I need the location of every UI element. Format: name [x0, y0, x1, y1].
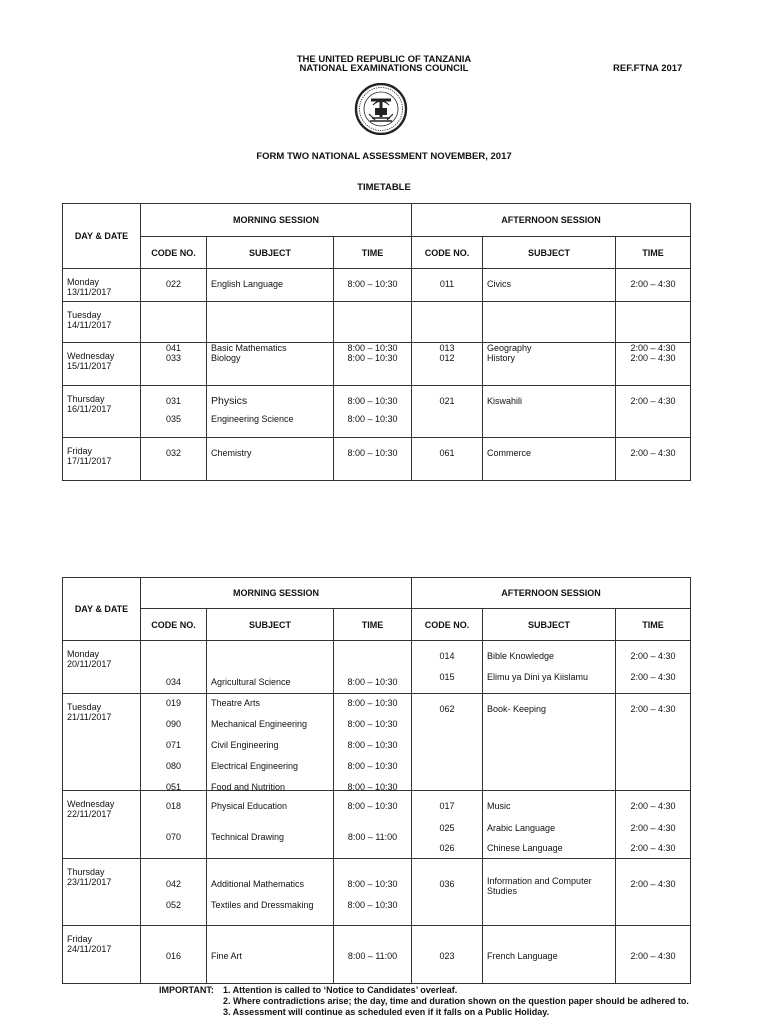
morning-code-cell	[141, 859, 207, 926]
exam-subject: Mechanical Engineering	[211, 719, 308, 729]
exam-code: 017	[439, 801, 455, 811]
exam-subject: Kiswahili	[487, 396, 523, 406]
morning-session-header: MORNING SESSION	[141, 204, 412, 237]
exam-subject: Elimu ya Dini ya Kiislamu	[487, 672, 589, 682]
exam-code: 041	[165, 343, 182, 353]
exam-time: 8:00 – 11:00	[347, 951, 398, 961]
exam-time: 8:00 – 10:30	[347, 740, 398, 750]
important-note: 3. Assessment will continue as scheduled even if it falls on a Public Holiday.	[223, 1007, 550, 1017]
exam-code: 019	[165, 698, 182, 708]
exam-subject: Bible Knowledge	[487, 651, 555, 661]
morning-code-cell	[141, 694, 207, 791]
exam-time: 8:00 – 10:30	[347, 414, 398, 424]
day-name: Wednesday	[67, 799, 115, 809]
time-header: TIME	[334, 237, 412, 269]
exam-subject: Commerce	[487, 448, 532, 458]
exam-date: 24/11/2017	[67, 944, 112, 954]
time-header: TIME	[334, 609, 412, 641]
exam-code: 011	[439, 279, 455, 289]
exam-date: 16/11/2017	[67, 404, 112, 414]
exam-code: 033	[165, 353, 182, 363]
day-name: Tuesday	[67, 310, 102, 320]
exam-code: 016	[165, 951, 182, 961]
afternoon-code-cell	[412, 641, 483, 694]
morning-code-cell	[141, 641, 207, 694]
afternoon-subject-cell	[483, 386, 616, 438]
morning-session-header: MORNING SESSION	[141, 578, 412, 609]
morning-code-cell	[141, 302, 207, 353]
exam-time: 8:00 – 10:30	[347, 448, 398, 458]
exam-code: 032	[165, 448, 182, 458]
subject-header: SUBJECT	[483, 609, 616, 641]
morning-time-cell	[334, 343, 412, 386]
exam-date: 22/11/2017	[67, 809, 112, 819]
table-row	[63, 641, 691, 694]
table-row	[63, 302, 691, 343]
exam-subject: Arabic Language	[487, 823, 556, 833]
afternoon-code-cell	[412, 302, 483, 353]
day-date-cell	[63, 859, 141, 926]
table-row	[63, 694, 691, 791]
morning-subject-cell	[207, 302, 334, 353]
exam-code: 015	[439, 672, 455, 682]
session-header-row	[63, 204, 691, 237]
exam-subject: Engineering Science	[211, 414, 294, 424]
exam-code: 021	[439, 396, 455, 406]
morning-subject-cell	[207, 386, 334, 438]
table-row	[63, 269, 691, 302]
exam-time: 8:00 – 10:30	[347, 879, 398, 889]
day-date-cell	[63, 269, 141, 302]
exam-time: 2:00 – 4:30	[630, 823, 676, 833]
exam-subject: Textiles and Dressmaking	[211, 900, 314, 910]
exam-time: 2:00 – 4:30	[630, 672, 676, 682]
exam-time: 2:00 – 4:30	[630, 879, 676, 889]
day-name: Thursday	[67, 394, 105, 404]
day-date-cell	[63, 386, 141, 438]
exam-code: 051	[165, 782, 182, 792]
day-date-cell	[63, 343, 141, 386]
exam-time: 2:00 – 4:30	[630, 448, 676, 458]
day-name: Thursday	[67, 867, 105, 877]
exam-code: 036	[439, 879, 455, 889]
exam-subject: Civil Engineering	[211, 740, 279, 750]
exam-subject: Technical Drawing	[211, 832, 285, 842]
exam-code: 023	[439, 951, 455, 961]
exam-subject: Fine Art	[211, 951, 243, 961]
afternoon-subject-cell	[483, 269, 616, 302]
morning-time-cell	[334, 694, 412, 791]
exam-code: 026	[439, 843, 455, 853]
afternoon-code-cell	[412, 694, 483, 791]
exam-time: 2:00 – 4:30	[630, 353, 676, 363]
day-date-cell	[63, 791, 141, 859]
column-header-row	[63, 609, 691, 641]
exam-time: 8:00 – 10:30	[347, 343, 398, 353]
column-header-row	[63, 237, 691, 269]
subject-header: SUBJECT	[207, 237, 334, 269]
morning-code-cell	[141, 791, 207, 859]
exam-code: 080	[165, 761, 182, 771]
exam-code: 025	[439, 823, 455, 833]
day-name: Friday	[67, 446, 93, 456]
exam-code: 062	[439, 704, 455, 714]
afternoon-time-cell	[616, 438, 691, 481]
day-date-cell	[63, 926, 141, 984]
exam-subject: Music	[487, 801, 511, 811]
exam-date: 15/11/2017	[67, 361, 112, 371]
morning-time-cell	[334, 641, 412, 694]
exam-code: 042	[165, 879, 182, 889]
subject-header: SUBJECT	[207, 609, 334, 641]
exam-code: 070	[165, 832, 182, 842]
exam-subject: Information and Computer Studies	[487, 876, 592, 896]
morning-code-cell	[141, 438, 207, 481]
day-date-cell	[63, 694, 141, 791]
morning-subject-cell	[207, 269, 334, 302]
morning-subject-cell	[207, 343, 334, 386]
exam-date: 14/11/2017	[67, 320, 112, 330]
timetable-week-1	[62, 203, 691, 481]
exam-subject: Theatre Arts	[211, 698, 261, 708]
day-name: Friday	[67, 934, 93, 944]
afternoon-subject-cell	[483, 926, 616, 984]
exam-time: 2:00 – 4:30	[630, 704, 676, 714]
afternoon-subject-cell	[483, 641, 616, 694]
morning-subject-cell	[207, 438, 334, 481]
morning-subject-cell	[207, 926, 334, 984]
important-label: IMPORTANT:	[159, 985, 214, 995]
exam-subject: Civics	[487, 279, 512, 289]
exam-time: 8:00 – 10:30	[347, 900, 398, 910]
table-row	[63, 791, 691, 859]
exam-time: 2:00 – 4:30	[630, 651, 676, 661]
afternoon-code-cell	[412, 438, 483, 481]
morning-time-cell	[334, 859, 412, 926]
exam-code: 061	[439, 448, 455, 458]
exam-time: 2:00 – 4:30	[630, 843, 676, 853]
exam-subject: History	[487, 353, 516, 363]
morning-subject-cell	[207, 859, 334, 926]
exam-subject: Chinese Language	[487, 843, 563, 853]
code-header: CODE NO.	[141, 237, 207, 269]
morning-time-cell	[334, 926, 412, 984]
morning-time-cell	[334, 302, 412, 353]
exam-time: 2:00 – 4:30	[630, 396, 676, 406]
exam-subject: Book- Keeping	[487, 704, 547, 714]
afternoon-subject-cell	[483, 438, 616, 481]
afternoon-code-cell	[412, 859, 483, 926]
morning-code-cell	[141, 386, 207, 438]
day-name: Monday	[67, 277, 100, 287]
exam-time: 8:00 – 10:30	[347, 279, 398, 289]
afternoon-code-cell	[412, 386, 483, 438]
afternoon-time-cell	[616, 343, 691, 386]
morning-subject-cell	[207, 641, 334, 694]
afternoon-subject-cell	[483, 302, 616, 353]
exam-date: 13/11/2017	[67, 287, 112, 297]
afternoon-subject-cell	[483, 343, 616, 386]
exam-code: 018	[165, 801, 182, 811]
exam-subject: Geography	[487, 343, 532, 353]
time-header: TIME	[616, 609, 691, 641]
morning-subject-cell	[207, 694, 334, 791]
afternoon-session-header: AFTERNOON SESSION	[412, 578, 691, 609]
exam-time: 8:00 – 10:30	[347, 719, 398, 729]
exam-code: 013	[439, 343, 455, 353]
time-header: TIME	[616, 237, 691, 269]
code-header: CODE NO.	[412, 237, 483, 269]
session-header-row	[63, 578, 691, 609]
exam-subject: Basic Mathematics	[211, 343, 287, 353]
exam-subject: Agricultural Science	[211, 677, 291, 687]
afternoon-code-cell	[412, 926, 483, 984]
exam-time: 8:00 – 10:30	[347, 353, 398, 363]
assessment-title: FORM TWO NATIONAL ASSESSMENT NOVEMBER, 2017	[256, 151, 512, 162]
afternoon-subject-cell	[483, 791, 616, 859]
day-date-header: DAY & DATE	[63, 578, 141, 641]
exam-subject: Physical Education	[211, 801, 288, 811]
day-name: Wednesday	[67, 351, 115, 361]
exam-time: 8:00 – 10:30	[347, 396, 398, 406]
day-date-cell	[63, 641, 141, 694]
morning-time-cell	[334, 791, 412, 859]
exam-time: 8:00 – 10:30	[347, 677, 398, 687]
afternoon-time-cell	[616, 791, 691, 859]
council-heading: NATIONAL EXAMINATIONS COUNCIL	[299, 63, 469, 74]
important-note: 1. Attention is called to ‘Notice to Candidates’ overleaf.	[223, 985, 458, 995]
afternoon-session-header: AFTERNOON SESSION	[412, 204, 691, 237]
exam-time: 2:00 – 4:30	[630, 951, 676, 961]
exam-subject: Additional Mathematics	[211, 879, 305, 889]
afternoon-code-cell	[412, 791, 483, 859]
exam-subject: Electrical Engineering	[211, 761, 299, 771]
morning-subject-cell	[207, 791, 334, 859]
exam-subject: English Language	[211, 279, 284, 289]
code-header: CODE NO.	[412, 609, 483, 641]
exam-date: 21/11/2017	[67, 712, 112, 722]
important-note: 2. Where contradictions arise; the day, time and duration shown on the question paper should be adhered to.	[223, 996, 689, 1006]
morning-code-cell	[141, 343, 207, 386]
code-header: CODE NO.	[141, 609, 207, 641]
exam-code: 022	[165, 279, 182, 289]
morning-time-cell	[334, 269, 412, 302]
reference-number: REF.FTNA 2017	[613, 63, 683, 74]
afternoon-time-cell	[616, 859, 691, 926]
afternoon-time-cell	[616, 386, 691, 438]
afternoon-subject-cell	[483, 694, 616, 791]
afternoon-subject-cell	[483, 859, 616, 926]
exam-code: 090	[165, 719, 182, 729]
exam-code: 052	[165, 900, 182, 910]
exam-time: 8:00 – 10:30	[347, 698, 398, 708]
afternoon-time-cell	[616, 694, 691, 791]
timetable-title: TIMETABLE	[357, 182, 411, 193]
exam-code: 071	[165, 740, 182, 750]
morning-code-cell	[141, 269, 207, 302]
exam-time: 2:00 – 4:30	[630, 279, 676, 289]
morning-code-cell	[141, 926, 207, 984]
exam-subject: Food and Nutrition	[211, 782, 286, 792]
afternoon-time-cell	[616, 641, 691, 694]
exam-code: 014	[439, 651, 455, 661]
afternoon-code-cell	[412, 269, 483, 302]
day-name: Tuesday	[67, 702, 102, 712]
exam-code: 031	[165, 396, 182, 406]
day-name: Monday	[67, 649, 100, 659]
exam-code: 034	[165, 677, 182, 687]
afternoon-time-cell	[616, 302, 691, 353]
exam-date: 17/11/2017	[67, 456, 112, 466]
exam-date: 20/11/2017	[67, 659, 112, 669]
exam-time: 8:00 – 11:00	[347, 832, 398, 842]
morning-time-cell	[334, 438, 412, 481]
exam-subject: French Language	[487, 951, 558, 961]
table-row	[63, 343, 691, 386]
exam-time: 2:00 – 4:30	[630, 343, 676, 353]
exam-code: 012	[439, 353, 455, 363]
exam-time: 8:00 – 10:30	[347, 761, 398, 771]
table-row	[63, 859, 691, 926]
table-row	[63, 926, 691, 984]
day-date-header: DAY & DATE	[63, 204, 141, 269]
day-date-cell	[63, 302, 141, 343]
exam-date: 23/11/2017	[67, 877, 112, 887]
exam-code: 035	[165, 414, 182, 424]
table-row	[63, 386, 691, 438]
morning-time-cell	[334, 386, 412, 438]
subject-header: SUBJECT	[483, 237, 616, 269]
necta-seal-icon	[351, 83, 411, 135]
timetable-week-2	[62, 577, 691, 984]
afternoon-code-cell	[412, 343, 483, 386]
exam-time: 8:00 – 10:30	[347, 782, 398, 792]
afternoon-time-cell	[616, 926, 691, 984]
day-date-cell	[63, 438, 141, 481]
exam-subject: Biology	[211, 353, 241, 363]
exam-time: 2:00 – 4:30	[630, 801, 676, 811]
exam-subject: Chemistry	[211, 448, 252, 458]
country-heading: THE UNITED REPUBLIC OF TANZANIA	[296, 54, 472, 65]
exam-subject: Physics	[211, 395, 248, 407]
table-row	[63, 438, 691, 481]
afternoon-time-cell	[616, 269, 691, 302]
exam-time: 8:00 – 10:30	[347, 801, 398, 811]
